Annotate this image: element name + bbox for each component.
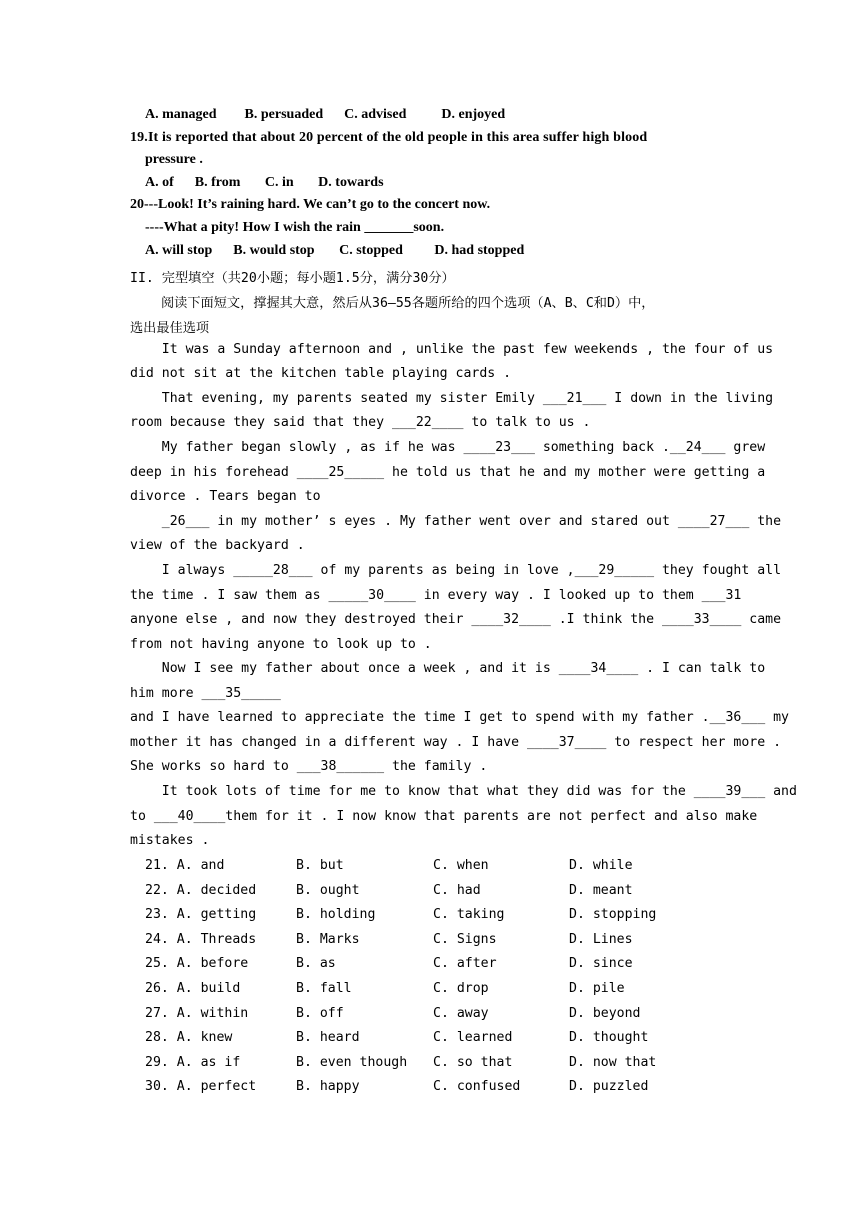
passage-line: It took lots of time for me to know that what they did was for the ____39___ and [130, 784, 797, 799]
q19-stem-line1: 19.It is reported that about 20 percent of the old people in this area suffer high blood [130, 130, 648, 145]
option-a: 30. A. perfect [145, 1079, 257, 1095]
section2-instruction-line2: 选出最佳选项 [130, 321, 210, 336]
passage-line: the time . I saw them as _____30____ in every way . I looked up to them ___31 [130, 588, 742, 603]
passage-line: She works so hard to ___38______ the family . [130, 759, 488, 774]
option-b: B. off [296, 1005, 344, 1021]
option-c: C. drop [433, 981, 489, 996]
q20-stem-line1: 20---Look! It’s raining hard. We can’t go to the concert now. [130, 197, 491, 212]
option-b: B. Marks [296, 931, 360, 947]
passage-line: deep in his forehead ____25_____ he told us that he and my mother were getting a [130, 465, 766, 480]
option-a: 23. A. getting [145, 907, 257, 923]
option-b: B. as [296, 956, 336, 972]
option-c: C. Signs [433, 931, 497, 947]
option-d: D. thought [569, 1030, 649, 1046]
q19-stem-line2: pressure . [145, 152, 203, 167]
option-d: D. pile [569, 981, 625, 996]
option-d: D. puzzled [569, 1079, 649, 1095]
q20-stem-line2: ----What a pity! How I wish the rain _______soon. [145, 220, 445, 235]
option-a: 22. A. decided [145, 882, 257, 898]
option-c: C. learned [433, 1030, 513, 1046]
passage-line: That evening, my parents seated my sister Emily ___21___ I down in the living [130, 391, 774, 406]
q18-options: A. managed B. persuaded C. advised D. enjoyed [145, 107, 506, 122]
passage-line: _26___ in my mother’ s eyes . My father went over and stared out ____27___ the [130, 514, 782, 529]
option-d: D. while [569, 858, 633, 873]
section2-heading: II. 完型填空（共20小题；每小题1.5分，满分30分） [130, 271, 455, 286]
option-d: D. since [569, 956, 633, 972]
option-c: C. when [433, 858, 489, 873]
option-b: B. even though [296, 1054, 408, 1070]
option-c: C. so that [433, 1054, 513, 1070]
passage-line: room because they said that they ___22____ to talk to us . [130, 415, 591, 430]
passage-line: view of the backyard . [130, 538, 305, 553]
option-a: 26. A. build [145, 981, 241, 996]
option-b: B. holding [296, 907, 376, 923]
passage-line: My father began slowly , as if he was ____23___ something back .__24___ grew [130, 440, 766, 455]
option-d: D. Lines [569, 931, 633, 947]
passage-line: It was a Sunday afternoon and , unlike the past few weekends , the four of us [130, 342, 774, 357]
passage-line: him more ___35_____ [130, 686, 281, 701]
option-b: B. but [296, 858, 344, 873]
option-a: 28. A. knew [145, 1030, 233, 1046]
passage-line: anyone else , and now they destroyed their ____32____ .I think the ____33____ came [130, 612, 782, 627]
option-d: D. meant [569, 882, 633, 898]
option-c: C. taking [433, 907, 505, 923]
option-b: B. fall [296, 981, 352, 996]
option-c: C. away [433, 1005, 489, 1021]
option-c: C. had [433, 882, 481, 898]
option-c: C. confused [433, 1079, 521, 1095]
option-a: 27. A. within [145, 1005, 249, 1021]
option-a: 21. A. and [145, 858, 225, 873]
passage-line: mistakes . [130, 833, 210, 848]
option-b: B. heard [296, 1030, 360, 1046]
passage-line: from not having anyone to look up to . [130, 637, 432, 652]
option-b: B. happy [296, 1079, 360, 1095]
option-d: D. now that [569, 1054, 657, 1070]
q20-options: A. will stop B. would stop C. stopped D. had stopped [145, 243, 525, 258]
option-c: C. after [433, 956, 497, 972]
section2-instruction-line1: 阅读下面短文，撑握其大意，然后从36—55各题所给的四个选项（A、B、C和D）中， [161, 296, 655, 311]
passage-line: did not sit at the kitchen table playing cards . [130, 366, 512, 381]
option-a: 24. A. Threads [145, 931, 257, 947]
q19-options: A. of B. from C. in D. towards [145, 175, 384, 190]
option-d: D. beyond [569, 1005, 641, 1021]
option-a: 25. A. before [145, 956, 249, 972]
option-a: 29. A. as if [145, 1054, 241, 1070]
passage-line: to ___40____them for it . I now know that parents are not perfect and also make [130, 809, 758, 824]
option-d: D. stopping [569, 907, 657, 923]
passage-line: and I have learned to appreciate the time I get to spend with my father .__36___ my [130, 710, 789, 725]
passage-line: I always _____28___ of my parents as being in love ,___29_____ they fought all [130, 563, 782, 578]
passage-line: Now I see my father about once a week , and it is ____34____ . I can talk to [130, 661, 766, 676]
option-b: B. ought [296, 882, 360, 898]
passage-line: divorce . Tears began to [130, 489, 321, 504]
passage-line: mother it has changed in a different way . I have ____37____ to respect her more . [130, 735, 782, 750]
